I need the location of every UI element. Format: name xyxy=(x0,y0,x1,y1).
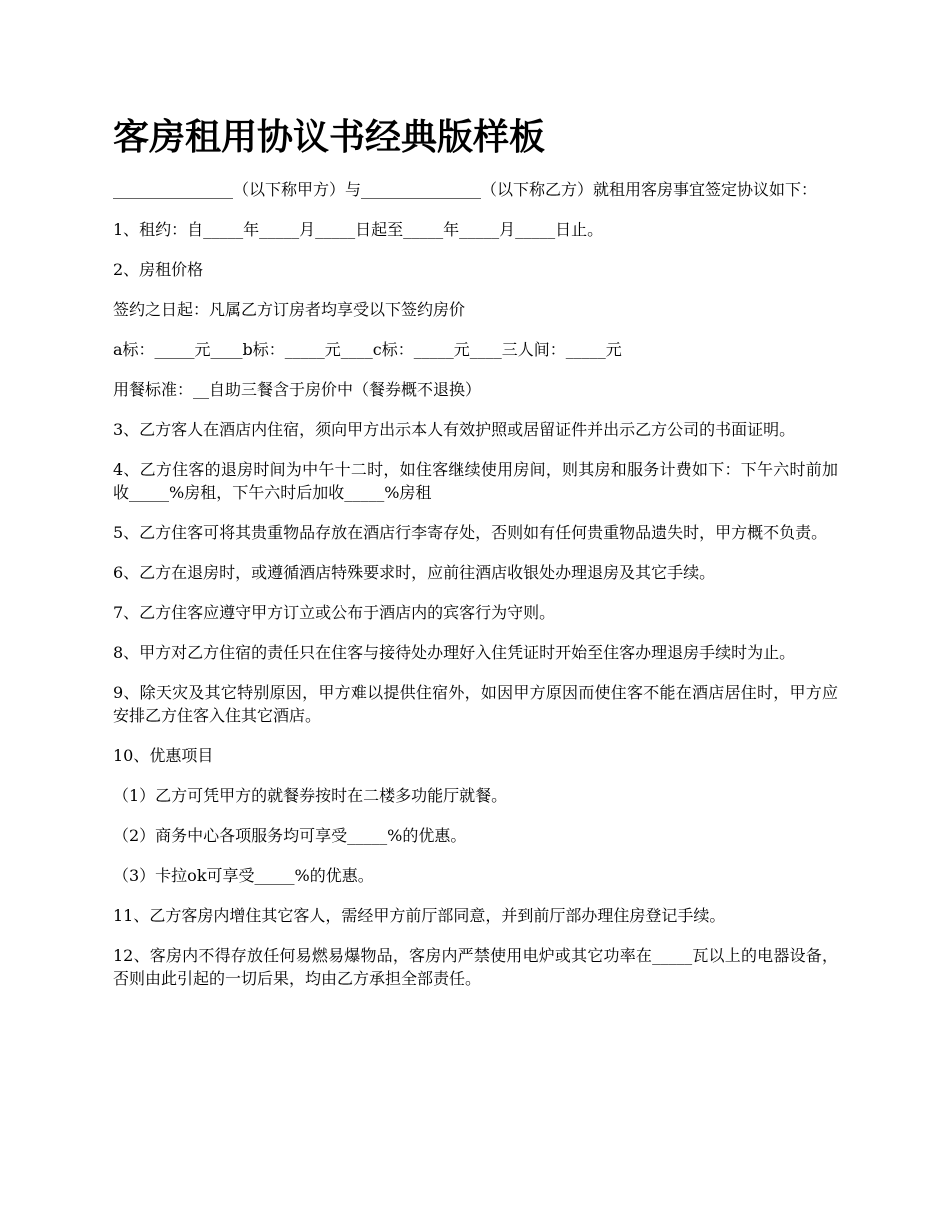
paragraph-checkout-procedure: 6、乙方在退房时，或遵循酒店特殊要求时，应前往酒店收银处办理退房及其它手续。 xyxy=(113,563,716,582)
paragraph-guest-rules: 7、乙方住客应遵守甲方订立或公布于酒店内的宾客行为守则。 xyxy=(113,603,556,622)
paragraph-discounts-heading: 10、优惠项目 xyxy=(113,746,214,765)
paragraph-extra-guests: 11、乙方客房内增住其它客人，需经甲方前厅部同意，并到前厅部办理住房登记手续。 xyxy=(113,906,726,925)
paragraph-intro: _______________（以下称甲方）与_______________（以下称乙方）就租用客房事宜签定协议如下： xyxy=(113,180,818,199)
paragraph-rent-heading: 2、房租价格 xyxy=(113,260,204,279)
paragraph-force-majeure: 9、除天灾及其它特别原因，甲方难以提供住宿外，如因甲方原因而使住客不能在酒店居住时，甲方应安排乙方住客入住其它酒店。 xyxy=(113,683,838,725)
document-body xyxy=(113,178,838,1007)
paragraph-safety: 12、客房内不得存放任何易燃易爆物品，客房内严禁使用电炉或其它功率在_____瓦以上的电器设备，否则由此引起的一切后果，均由乙方承担全部责任。 xyxy=(113,946,838,988)
paragraph-valuables: 5、乙方住客可将其贵重物品存放在酒店行李寄存处，否则如有任何贵重物品遗失时，甲方概不负责。 xyxy=(113,523,828,542)
paragraph-liability: 8、甲方对乙方住宿的责任只在住客与接待处办理好入住凭证时开始至住客办理退房手续时为止。 xyxy=(113,643,796,662)
paragraph-identity: 3、乙方客人在酒店内住宿，须向甲方出示本人有效护照或居留证件并出示乙方公司的书面证明。 xyxy=(113,420,796,439)
paragraph-term: 1、租约：自_____年_____月_____日起至_____年_____月_____日止。 xyxy=(113,220,604,239)
paragraph-discount-karaoke: （3）卡拉ok可享受_____%的优惠。 xyxy=(113,866,374,885)
paragraph-meal-standard: 用餐标准：__自助三餐含于房价中（餐券概不退换） xyxy=(113,380,482,399)
paragraph-checkout-time: 4、乙方住客的退房时间为中午十二时，如住客继续使用房间，则其房和服务计费如下：下午六时前加收_____%房租，下午六时后加收_____%房租 xyxy=(113,460,838,502)
paragraph-discount-meals: （1）乙方可凭甲方的就餐券按时在二楼多功能厅就餐。 xyxy=(113,786,508,805)
document-title: 客房租用协议书经典版样板 xyxy=(113,116,546,158)
paragraph-signing-rate: 签约之日起：凡属乙方订房者均享受以下签约房价 xyxy=(113,300,466,319)
paragraph-discount-business: （2）商务中心各项服务均可享受_____%的优惠。 xyxy=(113,826,467,845)
paragraph-room-rates: a标：_____元____b标：_____元____c标：_____元____三人间：_____元 xyxy=(113,340,622,359)
